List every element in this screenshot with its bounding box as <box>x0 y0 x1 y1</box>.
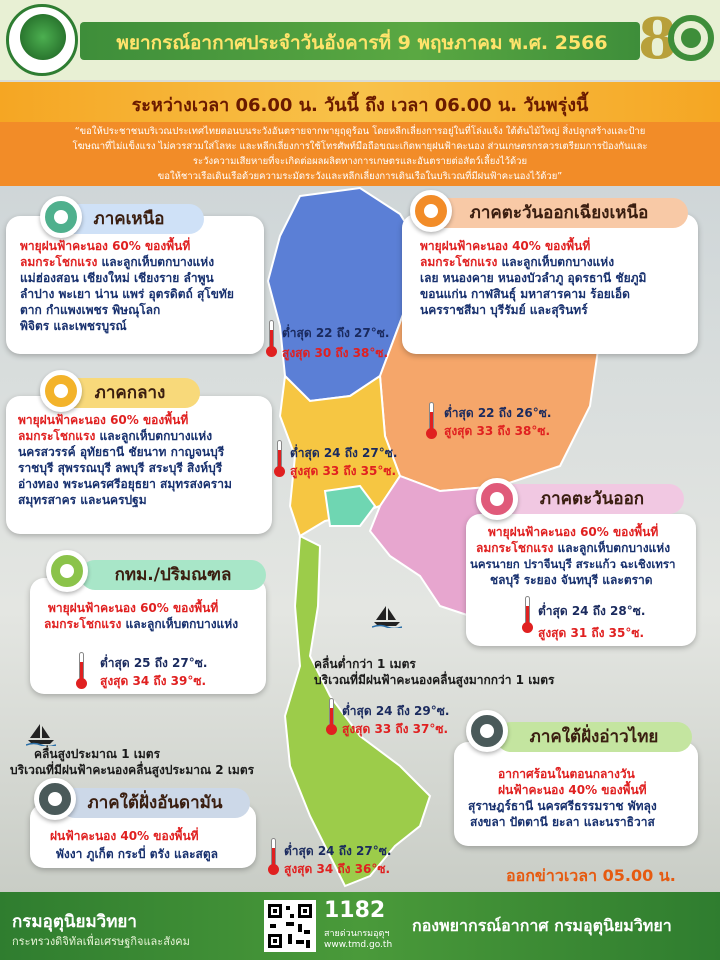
east-temp-high: สูงสุด 31 ถึง 35°ซ. <box>538 626 645 640</box>
svg-text:8: 8 <box>638 6 677 72</box>
central-line-5: อ่างทอง พระนครศรีอยุธยา สมุทรสงคราม <box>18 477 232 491</box>
south-andaman-temp-high: สูงสุด 34 ถึง 36°ซ. <box>284 862 391 876</box>
location-pin-icon <box>46 550 88 592</box>
northeast-gust: ลมกระโชกแรง <box>420 255 498 269</box>
qr-code-icon <box>264 900 316 952</box>
thermometer-icon <box>522 596 532 632</box>
anniversary-80-logo <box>636 6 716 74</box>
thermometer-icon <box>274 440 284 476</box>
issued-time: ออกข่าวเวลา 05.00 น. <box>506 866 676 885</box>
east-gust: ลมกระโชกแรง <box>476 541 554 555</box>
title-east: ภาคตะวันออก <box>500 484 684 514</box>
bangkok-line-1: พายุฝนฟ้าคะนอง 60% ของพื้นที่ <box>48 601 219 615</box>
central-line-6: สมุทรสาคร และนครปฐม <box>18 493 147 507</box>
south-east-temp-high: สูงสุด 33 ถึง 37°ซ. <box>342 722 449 736</box>
page-title: พยากรณ์อากาศประจำวันอังคารที่ 9 พฤษภาคม พ.ศ. 2566 <box>116 32 608 54</box>
hotline-number: 1182 <box>324 898 386 923</box>
advisory-line-3: ระวังความเสียหายที่จะเกิดต่อผลผลิตทางการเกษตรและอันตรายต่อสัตว์เลี้ยงไว้ด้วย <box>192 156 528 167</box>
title-northeast: ภาคตะวันออกเฉียงเหนือ <box>430 198 688 228</box>
advisory-line-1: “ขอให้ประชาชนบริเวณประเทศไทยตอนบนระวังอันตรายจากพายุฤดูร้อน โดยหลีกเลี่ยงการอยู่ในที่โล่งแจ้ง ใต้ต้นไม้ใหญ่ สิ่งปลูกสร้างและป้าย <box>74 126 646 137</box>
thermometer-icon <box>76 652 86 688</box>
footer-division: กองพยากรณ์อากาศ กรมอุตุนิยมวิทยา <box>412 916 672 935</box>
northeast-temp-high: สูงสุด 33 ถึง 38°ซ. <box>444 424 551 438</box>
central-temp-low: ต่ำสุด 24 ถึง 27°ซ. <box>290 446 398 460</box>
bangkok-gust: ลมกระโชกแรง <box>44 617 122 631</box>
north-temp-low: ต่ำสุด 22 ถึง 27°ซ. <box>282 326 390 340</box>
footer-ministry: กระทรวงดิจิทัลเพื่อเศรษฐกิจและสังคม <box>12 935 190 948</box>
location-pin-icon <box>40 370 82 412</box>
thermometer-icon <box>266 320 276 356</box>
hotline-label: สายด่วนกรมอุตุฯ <box>324 929 390 939</box>
thermometer-icon <box>326 698 336 734</box>
east-line-3: นครนายก ปราจีนบุรี สระแก้ว ฉะเชิงเทรา <box>470 557 676 571</box>
location-pin-icon <box>476 478 518 520</box>
north-line-3: แม่ฮ่องสอน เชียงใหม่ เชียงราย ลำพูน <box>20 271 214 285</box>
location-pin-icon <box>410 190 452 232</box>
east-hail: และลูกเห็บตกบางแห่ง <box>553 541 671 555</box>
advisory-box <box>0 122 720 186</box>
northeast-temp-low: ต่ำสุด 22 ถึง 26°ซ. <box>444 406 552 420</box>
bangkok-temp-low: ต่ำสุด 25 ถึง 27°ซ. <box>100 656 208 670</box>
bangkok-temp-high: สูงสุด 34 ถึง 39°ซ. <box>100 674 207 688</box>
location-pin-icon <box>466 710 508 752</box>
gulf-wave-line-2: บริเวณที่มีฝนฟ้าคะนองคลื่นสูงมากกว่า 1 เมตร <box>314 673 555 687</box>
central-hail: และลูกเห็บตกบางแห่ง <box>95 429 213 443</box>
central-gust: ลมกระโชกแรง <box>18 429 96 443</box>
central-line-4: ราชบุรี สุพรรณบุรี ลพบุรี สระบุรี สิงห์บุรี <box>18 461 223 475</box>
location-pin-icon <box>40 196 82 238</box>
south-andaman-temp-low: ต่ำสุด 24 ถึง 27°ซ. <box>284 844 392 858</box>
title-central: ภาคกลาง <box>60 378 200 408</box>
tmd-emblem-icon <box>20 14 66 60</box>
north-line-1: พายุฝนฟ้าคะนอง 60% ของพื้นที่ <box>20 239 191 253</box>
east-temp-low: ต่ำสุด 24 ถึง 28°ซ. <box>538 604 646 618</box>
bangkok-hail: และลูกเห็บตกบางแห่ง <box>121 617 239 631</box>
northeast-line-1: พายุฝนฟ้าคะนอง 40% ของพื้นที่ <box>420 239 591 253</box>
title-bangkok: กทม./ปริมณฑล <box>80 560 266 590</box>
advisory-line-4: ขอให้ชาวเรือเดินเรือด้วยความระมัดระวังและหลีกเลี่ยงการเดินเรือในบริเวณที่มีฝนฟ้าคะนองไว้ด้วย” <box>157 171 563 182</box>
south-gulf-line-3: สุราษฎร์ธานี นครศรีธรรมราช พัทลุง <box>468 799 657 813</box>
north-hail: และลูกเห็บตกบางแห่ง <box>97 255 215 269</box>
south-gulf-line-1: อากาศร้อนในตอนกลางวัน <box>498 767 635 781</box>
north-line-6: พิจิตร และเพชรบูรณ์ <box>20 319 127 333</box>
title-south-andaman: ภาคใต้ฝั่งอันดามัน <box>60 788 250 818</box>
central-temp-high: สูงสุด 33 ถึง 35°ซ. <box>290 464 397 478</box>
north-temp-high: สูงสุด 30 ถึง 38°ซ. <box>282 346 389 360</box>
central-line-1: พายุฝนฟ้าคะนอง 60% ของพื้นที่ <box>18 413 189 427</box>
footer-org: กรมอุตุนิยมวิทยา <box>12 912 137 932</box>
east-line-4: ชลบุรี ระยอง จันทบุรี และตราด <box>490 573 653 587</box>
website-link[interactable]: www.tmd.go.th <box>324 940 393 950</box>
boat-icon <box>26 722 56 746</box>
andaman-wave-line-2: บริเวณที่มีฝนฟ้าคะนองคลื่นสูงประมาณ 2 เมตร <box>10 763 255 777</box>
thermometer-icon <box>426 402 436 438</box>
south-east-temp-low: ต่ำสุด 24 ถึง 29°ซ. <box>342 704 450 718</box>
northeast-line-3: เลย หนองคาย หนองบัวลำภู อุดรธานี ชัยภูมิ <box>420 271 647 285</box>
title-south-gulf: ภาคใต้ฝั่งอ่าวไทย <box>496 722 692 752</box>
east-line-1: พายุฝนฟ้าคะนอง 60% ของพื้นที่ <box>488 525 659 539</box>
south-andaman-line-1: ฝนฟ้าคะนอง 40% ของพื้นที่ <box>50 829 199 843</box>
north-line-5: ตาก กำแพงเพชร พิษณุโลก <box>20 303 161 317</box>
boat-icon <box>372 604 402 628</box>
advisory-line-2: โฆษณาที่ไม่แข็งแรง ไม่ควรสวมใส่โลหะ และหลีกเลี่ยงการใช้โทรศัพท์มือถือขณะเกิดพายุฝนฟ้าคะนอง ส่วนเกษตรกรควรเตรียมการป้องกันและ <box>72 141 648 152</box>
time-range-text: ระหว่างเวลา 06.00 น. วันนี้ ถึง เวลา 06.00 น. วันพรุ่งนี้ <box>131 95 589 116</box>
location-pin-icon <box>34 778 76 820</box>
northeast-line-4: ขอนแก่น กาฬสินธุ์ มหาสารคาม ร้อยเอ็ด <box>420 287 630 301</box>
south-gulf-line-4: สงขลา ปัตตานี ยะลา และนราธิวาส <box>470 815 655 829</box>
central-line-3: นครสวรรค์ อุทัยธานี ชัยนาท กาญจนบุรี <box>18 445 225 459</box>
north-line-4: ลำปาง พะเยา น่าน แพร่ อุตรดิตถ์ สุโขทัย <box>20 287 234 301</box>
gulf-wave-line-1: คลื่นต่ำกว่า 1 เมตร <box>314 657 416 671</box>
south-andaman-line-2: พังงา ภูเก็ต กระบี่ ตรัง และสตูล <box>56 847 219 861</box>
northeast-line-5: นครราชสีมา บุรีรัมย์ และสุรินทร์ <box>420 303 588 317</box>
north-gust: ลมกระโชกแรง <box>20 255 98 269</box>
northeast-hail: และลูกเห็บตกบางแห่ง <box>497 255 615 269</box>
south-gulf-line-2: ฝนฟ้าคะนอง 40% ของพื้นที่ <box>498 783 647 797</box>
andaman-wave-line-1: คลื่นสูงประมาณ 1 เมตร <box>34 747 161 761</box>
title-north: ภาคเหนือ <box>54 204 204 234</box>
thermometer-icon <box>268 838 278 874</box>
